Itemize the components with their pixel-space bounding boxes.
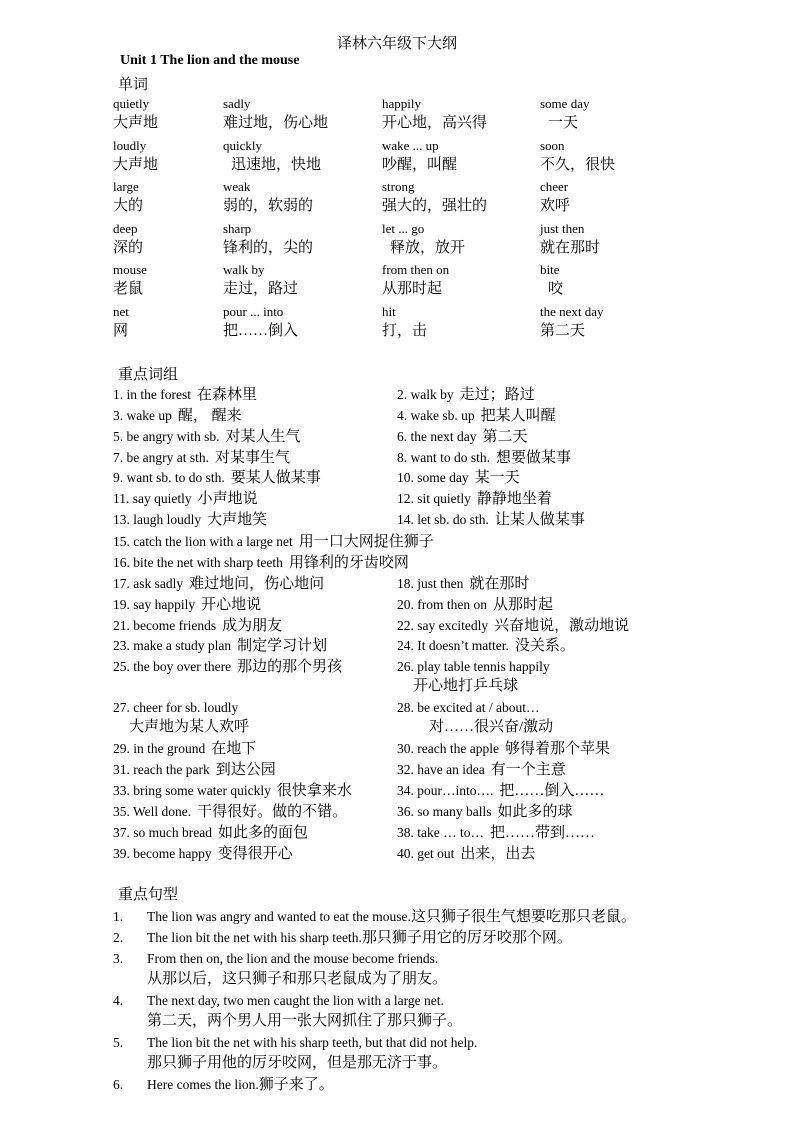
phrase-english: 2. walk by (397, 387, 454, 402)
phrase-english: 9. want sb. to do sth. (113, 470, 225, 485)
phrase-item (397, 511, 585, 529)
sentence-number: 2. (113, 930, 124, 945)
phrase-chinese: 对某人生气 (225, 429, 301, 445)
phrase-english: 3. wake up (113, 408, 172, 423)
vocab-entry (382, 137, 457, 175)
vocab-english: soon (540, 137, 565, 153)
phrase-english: 10. some day (397, 470, 469, 485)
phrase-item (397, 637, 575, 655)
vocab-english: sadly (223, 96, 251, 111)
phrase-english: 38. take … to… (397, 825, 484, 840)
vocab-english: quickly (223, 137, 262, 153)
vocab-english: the next day (540, 303, 604, 319)
phrase-item (397, 490, 552, 508)
phrase-english: 12. sit quietly (397, 491, 471, 506)
phrase-english: 5. be angry with sb. (113, 429, 220, 444)
phrase-english: 8. want to do sth. (397, 450, 490, 465)
phrase-english: 32. have an idea (397, 762, 485, 777)
vocab-entry (540, 137, 615, 175)
phrase-english: 14. let sb. do sth. (397, 512, 489, 527)
sentence-chinese: 那只狮子用它的厉牙咬那个网。 (361, 930, 572, 946)
sentence-english: The next day, two men caught the lion with a large net. (147, 993, 444, 1008)
phrase-item (113, 407, 242, 425)
phrase-english: 27. cheer for sb. loudly (113, 700, 239, 715)
phrase-chinese: 在森林里 (196, 387, 257, 403)
phrase-item (113, 533, 434, 551)
phrase-item (113, 699, 249, 737)
phrase-item (397, 824, 595, 842)
phrase-item (397, 845, 535, 863)
phrase-chinese: 让某人做某事 (494, 512, 585, 528)
phrase-chinese: 从那时起 (493, 597, 554, 613)
vocab-chinese: 深的 (113, 239, 144, 256)
sentence-line (147, 1074, 334, 1096)
vocab-chinese: 欢呼 (540, 198, 571, 215)
phrase-item (397, 386, 535, 404)
vocab-english: walk by (223, 262, 265, 278)
sentence-number: 1. (113, 909, 124, 924)
sentence-number: 5. (113, 1035, 124, 1050)
vocab-chinese: 第二天 (540, 322, 586, 339)
vocab-entry (113, 178, 143, 216)
phrase-english: 21. become friends (113, 618, 217, 633)
phrase-item (397, 782, 604, 800)
vocab-english: mouse (113, 262, 147, 278)
phrase-english: 35. Well done. (113, 804, 192, 819)
phrase-chinese: 那边的那个男孩 (237, 659, 343, 675)
phrase-item (113, 658, 342, 676)
vocab-row (113, 95, 753, 137)
vocab-chinese: 弱的，软弱的 (223, 198, 314, 215)
vocab-english: large (113, 179, 139, 195)
phrase-chinese: 干得很好。做的不错。 (197, 804, 348, 820)
phrase-english: 20. from then on (397, 597, 487, 612)
phrase-item (113, 554, 409, 572)
vocab-entry (113, 95, 158, 133)
phrase-chinese: 如此多的球 (497, 804, 573, 820)
vocab-chinese: 打，击 (382, 322, 428, 339)
phrase-chinese: 到达公园 (215, 762, 276, 778)
phrase-item (113, 386, 257, 404)
vocab-row (113, 178, 753, 220)
vocab-chinese: 大声地 (113, 156, 159, 173)
vocab-chinese: 就在那时 (540, 239, 601, 256)
phrase-chinese: 成为朋友 (222, 618, 283, 634)
vocab-chinese: 网 (113, 322, 129, 339)
vocab-chinese: 走过，路过 (223, 281, 299, 298)
phrase-english: 33. bring some water quickly (113, 783, 271, 798)
phrase-item (397, 658, 550, 696)
vocab-chinese: 从那时起 (382, 281, 443, 298)
sentence-chinese: 从那以后，这只狮子和那只老鼠成为了朋友。 (147, 971, 448, 987)
phrase-item (113, 469, 321, 487)
vocab-english: quietly (113, 96, 150, 111)
sentence-english: The lion bit the net with his sharp teeth. (147, 930, 362, 945)
sentence-chinese: 这只狮子很生气想要吃那只老鼠。 (410, 909, 636, 925)
vocab-row (113, 303, 753, 345)
vocab-english: pour ... into (223, 303, 284, 319)
phrase-chinese: 第二天 (482, 429, 528, 445)
phrase-chinese: 醒， 醒来 (177, 408, 242, 424)
phrase-item (113, 490, 258, 508)
sentence-line (147, 906, 636, 928)
sentence-english: The lion was angry and wanted to eat the mouse. (147, 909, 411, 924)
vocab-chinese: 不久，很快 (540, 156, 616, 173)
phrase-english: 7. be angry at sth. (113, 450, 209, 465)
phrase-english: 19. say happily (113, 597, 196, 612)
phrase-chinese: 把……带到…… (490, 825, 596, 841)
phrase-chinese: 难过地问，伤心地问 (189, 576, 325, 592)
vocab-english: let ... go (382, 220, 425, 236)
sentence-english: The lion bit the net with his sharp teeth, but that did not help. (147, 1035, 478, 1050)
phrase-item (113, 575, 324, 593)
document-title: 译林六年级下大纲 (336, 36, 457, 52)
sentence-chinese: 那只狮子用他的厉牙咬网，但是那无济于事。 (147, 1055, 448, 1071)
phrase-item (397, 740, 610, 758)
phrase-item (113, 782, 352, 800)
phrase-chinese: 就在那时 (469, 576, 530, 592)
vocab-entry (382, 95, 487, 133)
vocab-entry (113, 220, 143, 258)
vocab-entry (540, 95, 589, 133)
vocab-chinese: 把……倒入 (223, 322, 299, 339)
phrase-chinese: 用锋利的牙齿咬网 (288, 555, 409, 571)
vocab-chinese: 大声地 (113, 115, 159, 131)
vocab-entry (223, 95, 328, 133)
phrase-english: 13. laugh loudly (113, 512, 202, 527)
phrase-chinese: 大声地为某人欢呼 (129, 719, 250, 735)
phrase-english: 25. the boy over there (113, 659, 232, 674)
phrase-chinese: 制定学习计划 (237, 638, 328, 654)
vocab-entry (382, 178, 487, 216)
phrase-item (397, 428, 528, 446)
sentence-line (147, 1032, 477, 1053)
phrase-english: 24. It doesn’t matter. (397, 638, 509, 653)
sentence-english: From then on, the lion and the mouse become friends. (147, 951, 439, 966)
vocab-entry (223, 137, 321, 175)
phrase-chinese: 把某人叫醒 (480, 408, 556, 424)
section-heading-phrases: 重点词组 (118, 367, 179, 383)
phrase-chinese: 开心地说 (201, 597, 262, 613)
phrase-english: 16. bite the net with sharp teeth (113, 555, 283, 570)
phrase-english: 6. the next day (397, 429, 477, 444)
vocab-chinese: 锋利的，尖的 (223, 239, 314, 256)
phrase-chinese: 没关系。 (514, 638, 575, 654)
vocab-english: from then on (382, 262, 450, 278)
vocab-english: wake ... up (382, 137, 439, 153)
phrase-item (113, 617, 282, 635)
phrase-english: 30. reach the apple (397, 741, 499, 756)
phrase-item (113, 596, 261, 614)
phrase-english: 31. reach the park (113, 762, 210, 777)
phrase-chinese: 要某人做某事 (230, 470, 321, 486)
section-heading-sentences: 重点句型 (118, 887, 179, 903)
vocab-entry (540, 178, 570, 216)
phrase-chinese: 对……很兴奋/激动 (429, 719, 554, 735)
phrase-english: 22. say excitedly (397, 618, 489, 633)
vocabulary-table (113, 95, 753, 345)
phrase-item (113, 803, 347, 821)
phrase-item (397, 407, 556, 425)
vocab-row (113, 261, 753, 303)
phrase-chinese: 对某事生气 (214, 450, 290, 466)
vocab-entry (540, 303, 604, 341)
vocab-english: bite (540, 262, 560, 278)
phrase-chinese: 某一天 (474, 470, 520, 486)
sentence-english: Here comes the lion. (147, 1077, 259, 1092)
vocab-chinese: 老鼠 (113, 281, 144, 298)
phrase-item (113, 845, 293, 863)
vocab-chinese: 咬 (548, 281, 564, 298)
vocab-chinese: 释放，放开 (390, 239, 466, 256)
phrase-chinese: 变得很开心 (217, 846, 293, 862)
vocab-english: cheer (540, 179, 569, 195)
phrase-chinese: 大声地笑 (207, 512, 268, 528)
phrase-english: 28. be excited at / about… (397, 700, 540, 715)
vocab-english: deep (113, 220, 138, 236)
vocab-english: loudly (113, 137, 147, 153)
vocab-entry (113, 303, 129, 341)
vocab-chinese: 迅速地，快地 (231, 156, 322, 173)
phrase-english: 29. in the ground (113, 741, 206, 756)
phrase-english: 1. in the forest (113, 387, 191, 402)
vocab-chinese: 吵醒，叫醒 (382, 156, 458, 173)
phrase-english: 36. so many balls (397, 804, 492, 819)
phrase-item (397, 617, 629, 635)
vocab-entry (223, 261, 298, 299)
vocab-chinese: 大的 (113, 198, 144, 215)
phrase-item (113, 511, 267, 529)
phrase-english: 17. ask sadly (113, 576, 184, 591)
phrase-item (397, 761, 566, 779)
vocab-entry (382, 261, 449, 299)
phrase-item (397, 469, 520, 487)
vocab-chinese: 难过地，伤心地 (223, 115, 329, 131)
phrase-english: 18. just then (397, 576, 464, 591)
section-heading-words: 单词 (118, 77, 149, 93)
vocab-english: weak (223, 179, 251, 195)
phrase-english: 4. wake sb. up (397, 408, 475, 423)
phrase-item (397, 803, 573, 821)
sentence-number: 3. (113, 951, 124, 966)
sentence-line (147, 948, 438, 969)
phrase-item (113, 637, 327, 655)
phrase-english: 23. make a study plan (113, 638, 232, 653)
phrase-chinese: 静静地坐着 (476, 491, 552, 507)
phrase-english: 37. so much bread (113, 825, 212, 840)
vocab-entry (223, 178, 313, 216)
vocab-entry (540, 261, 563, 299)
sentence-line (147, 927, 572, 949)
phrase-english: 40. get out (397, 846, 455, 861)
vocab-chinese: 强大的，强壮的 (382, 198, 488, 215)
phrase-chinese: 很快拿来水 (276, 783, 352, 799)
phrase-chinese: 把……倒入…… (499, 783, 605, 799)
phrase-chinese: 如此多的面包 (217, 825, 308, 841)
phrase-english: 11. say quietly (113, 491, 192, 506)
vocab-entry (382, 220, 465, 258)
phrase-item (397, 575, 529, 593)
vocab-chinese: 一天 (548, 115, 579, 131)
phrase-english: 15. catch the lion with a large net (113, 534, 293, 549)
vocab-row (113, 220, 753, 262)
phrase-chinese: 在地下 (211, 741, 257, 757)
phrase-chinese: 开心地打乒乓球 (413, 678, 519, 694)
phrase-chinese: 小声地说 (197, 491, 258, 507)
vocab-english: strong (382, 179, 415, 195)
sentence-number: 6. (113, 1077, 124, 1092)
vocab-english: hit (382, 303, 396, 319)
vocab-english: some day (540, 96, 590, 111)
phrase-chinese: 出来，出去 (460, 846, 536, 862)
vocab-entry (223, 303, 298, 341)
phrase-chinese: 够得着那个苹果 (504, 741, 610, 757)
phrase-chinese: 有一个主意 (490, 762, 566, 778)
phrase-item (113, 824, 308, 842)
phrase-item (113, 428, 301, 446)
phrase-chinese: 走过；路过 (459, 387, 535, 403)
sentence-number: 4. (113, 993, 124, 1008)
phrase-english: 39. become happy (113, 846, 212, 861)
sentence-chinese: 第二天，两个男人用一张大网抓住了那只狮子。 (147, 1013, 463, 1029)
phrase-item (113, 761, 276, 779)
sentence-chinese: 狮子来了。 (258, 1077, 334, 1093)
vocab-row (113, 137, 753, 179)
vocab-english: happily (382, 96, 421, 111)
phrase-item (397, 449, 571, 467)
vocab-entry (113, 261, 147, 299)
vocab-entry (540, 220, 600, 258)
phrase-english: 34. pour…into…. (397, 783, 494, 798)
vocab-english: net (113, 303, 129, 319)
unit-title: Unit 1 The lion and the mouse (120, 53, 300, 68)
vocab-chinese: 开心地，高兴得 (382, 115, 488, 131)
vocab-entry (382, 303, 427, 341)
phrase-item (113, 740, 256, 758)
sentence-line (147, 990, 444, 1011)
phrase-item (397, 596, 553, 614)
phrase-chinese: 用一口大网捉住狮子 (298, 534, 434, 550)
phrase-item (113, 449, 290, 467)
vocab-english: sharp (223, 220, 252, 236)
vocab-entry (113, 137, 158, 175)
phrase-english: 26. play table tennis happily (397, 659, 550, 674)
phrase-item (397, 699, 553, 737)
phrase-chinese: 想要做某事 (496, 450, 572, 466)
vocab-english: just then (540, 220, 585, 236)
phrase-chinese: 兴奋地说，激动地说 (494, 618, 630, 634)
vocab-entry (223, 220, 313, 258)
